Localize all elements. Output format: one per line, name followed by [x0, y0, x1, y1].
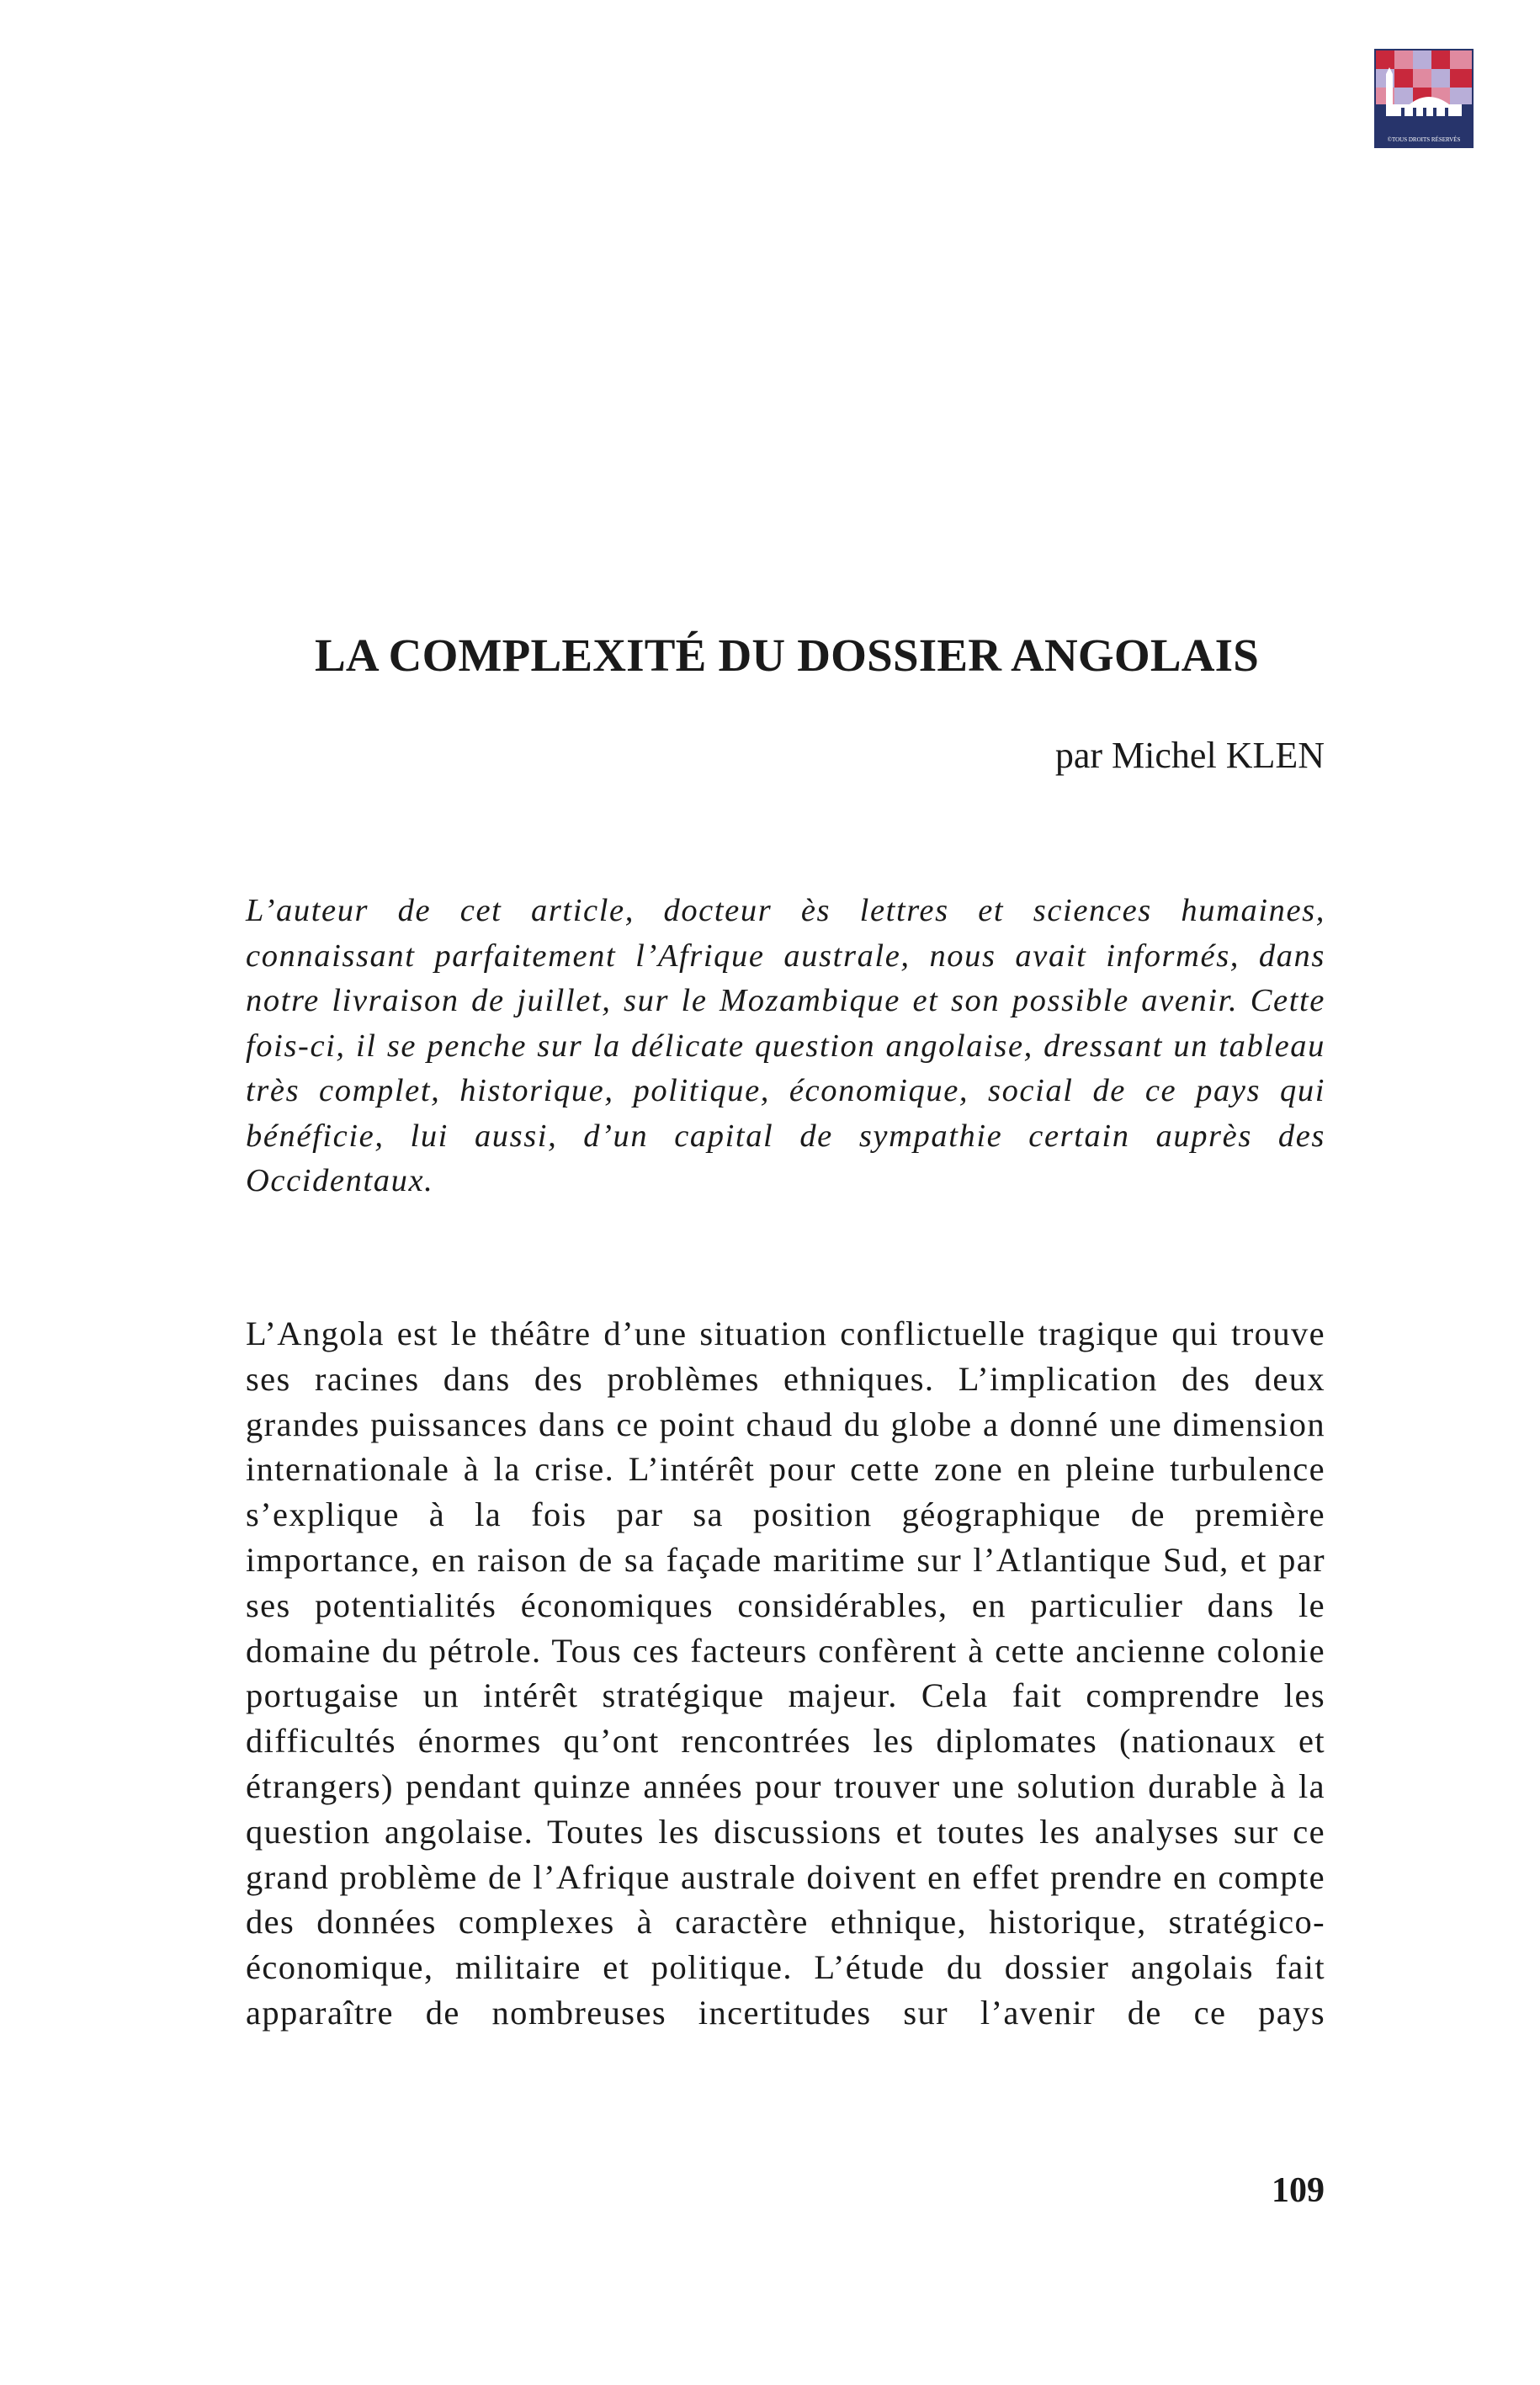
publisher-logo — [1374, 49, 1474, 148]
logo-caption: ©TOUS DROITS RÉSERVÉS — [1387, 136, 1461, 143]
article-author: par Michel KLEN — [1054, 735, 1325, 776]
article-abstract: L’auteur de cet article, docteur ès lettres et sciences humaines, connaissant parfaitement l’Afrique australe, nous avait informés, dans notre livraison de juillet, sur le Mozambique et son possible avenir. Cette fois-ci, il se penche sur la délicate question angolaise, dressant un tableau très complet, historique, politique, économique, social de ce pays qui bénéficie, lui aussi, d’un capital de sympathie certain auprès des Occidentaux. — [246, 893, 1325, 1198]
publisher-seal-icon — [1374, 49, 1474, 148]
page-number: 109 — [1272, 2171, 1325, 2210]
article-body: L’Angola est le théâtre d’une situation conflictuelle tragique qui trouve ses racines dans des problèmes ethniques. L’implication des deux grandes puissances dans ce point chaud du globe a donné une dimension internationale à la crise. L’intérêt pour cette zone en pleine turbulence s’explique à la fois par sa position géographique de première importance, en raison de sa façade maritime sur l’Atlantique Sud, et par ses potentialités économiques considérables, en particulier dans le domaine du pétrole. Tous ces facteurs confèrent à cette ancienne colonie portugaise un intérêt stratégique majeur. Cela fait comprendre les difficultés énormes qu’ont rencontrées les diplomates (nationaux et étrangers) pendant quinze années pour trouver une solution durable à la question angolaise. Toutes les discussions et toutes les analyses sur ce grand problème de l’Afrique australe doivent en effet prendre en compte des données complexes à caractère ethnique, historique, stratégico-économique, militaire et politique. L’étude du dossier angolais fait apparaître de nombreuses incertitudes sur l’avenir de ce pays — [246, 1315, 1325, 2032]
article-title: LA COMPLEXITÉ DU DOSSIER ANGOLAIS — [314, 629, 1260, 681]
